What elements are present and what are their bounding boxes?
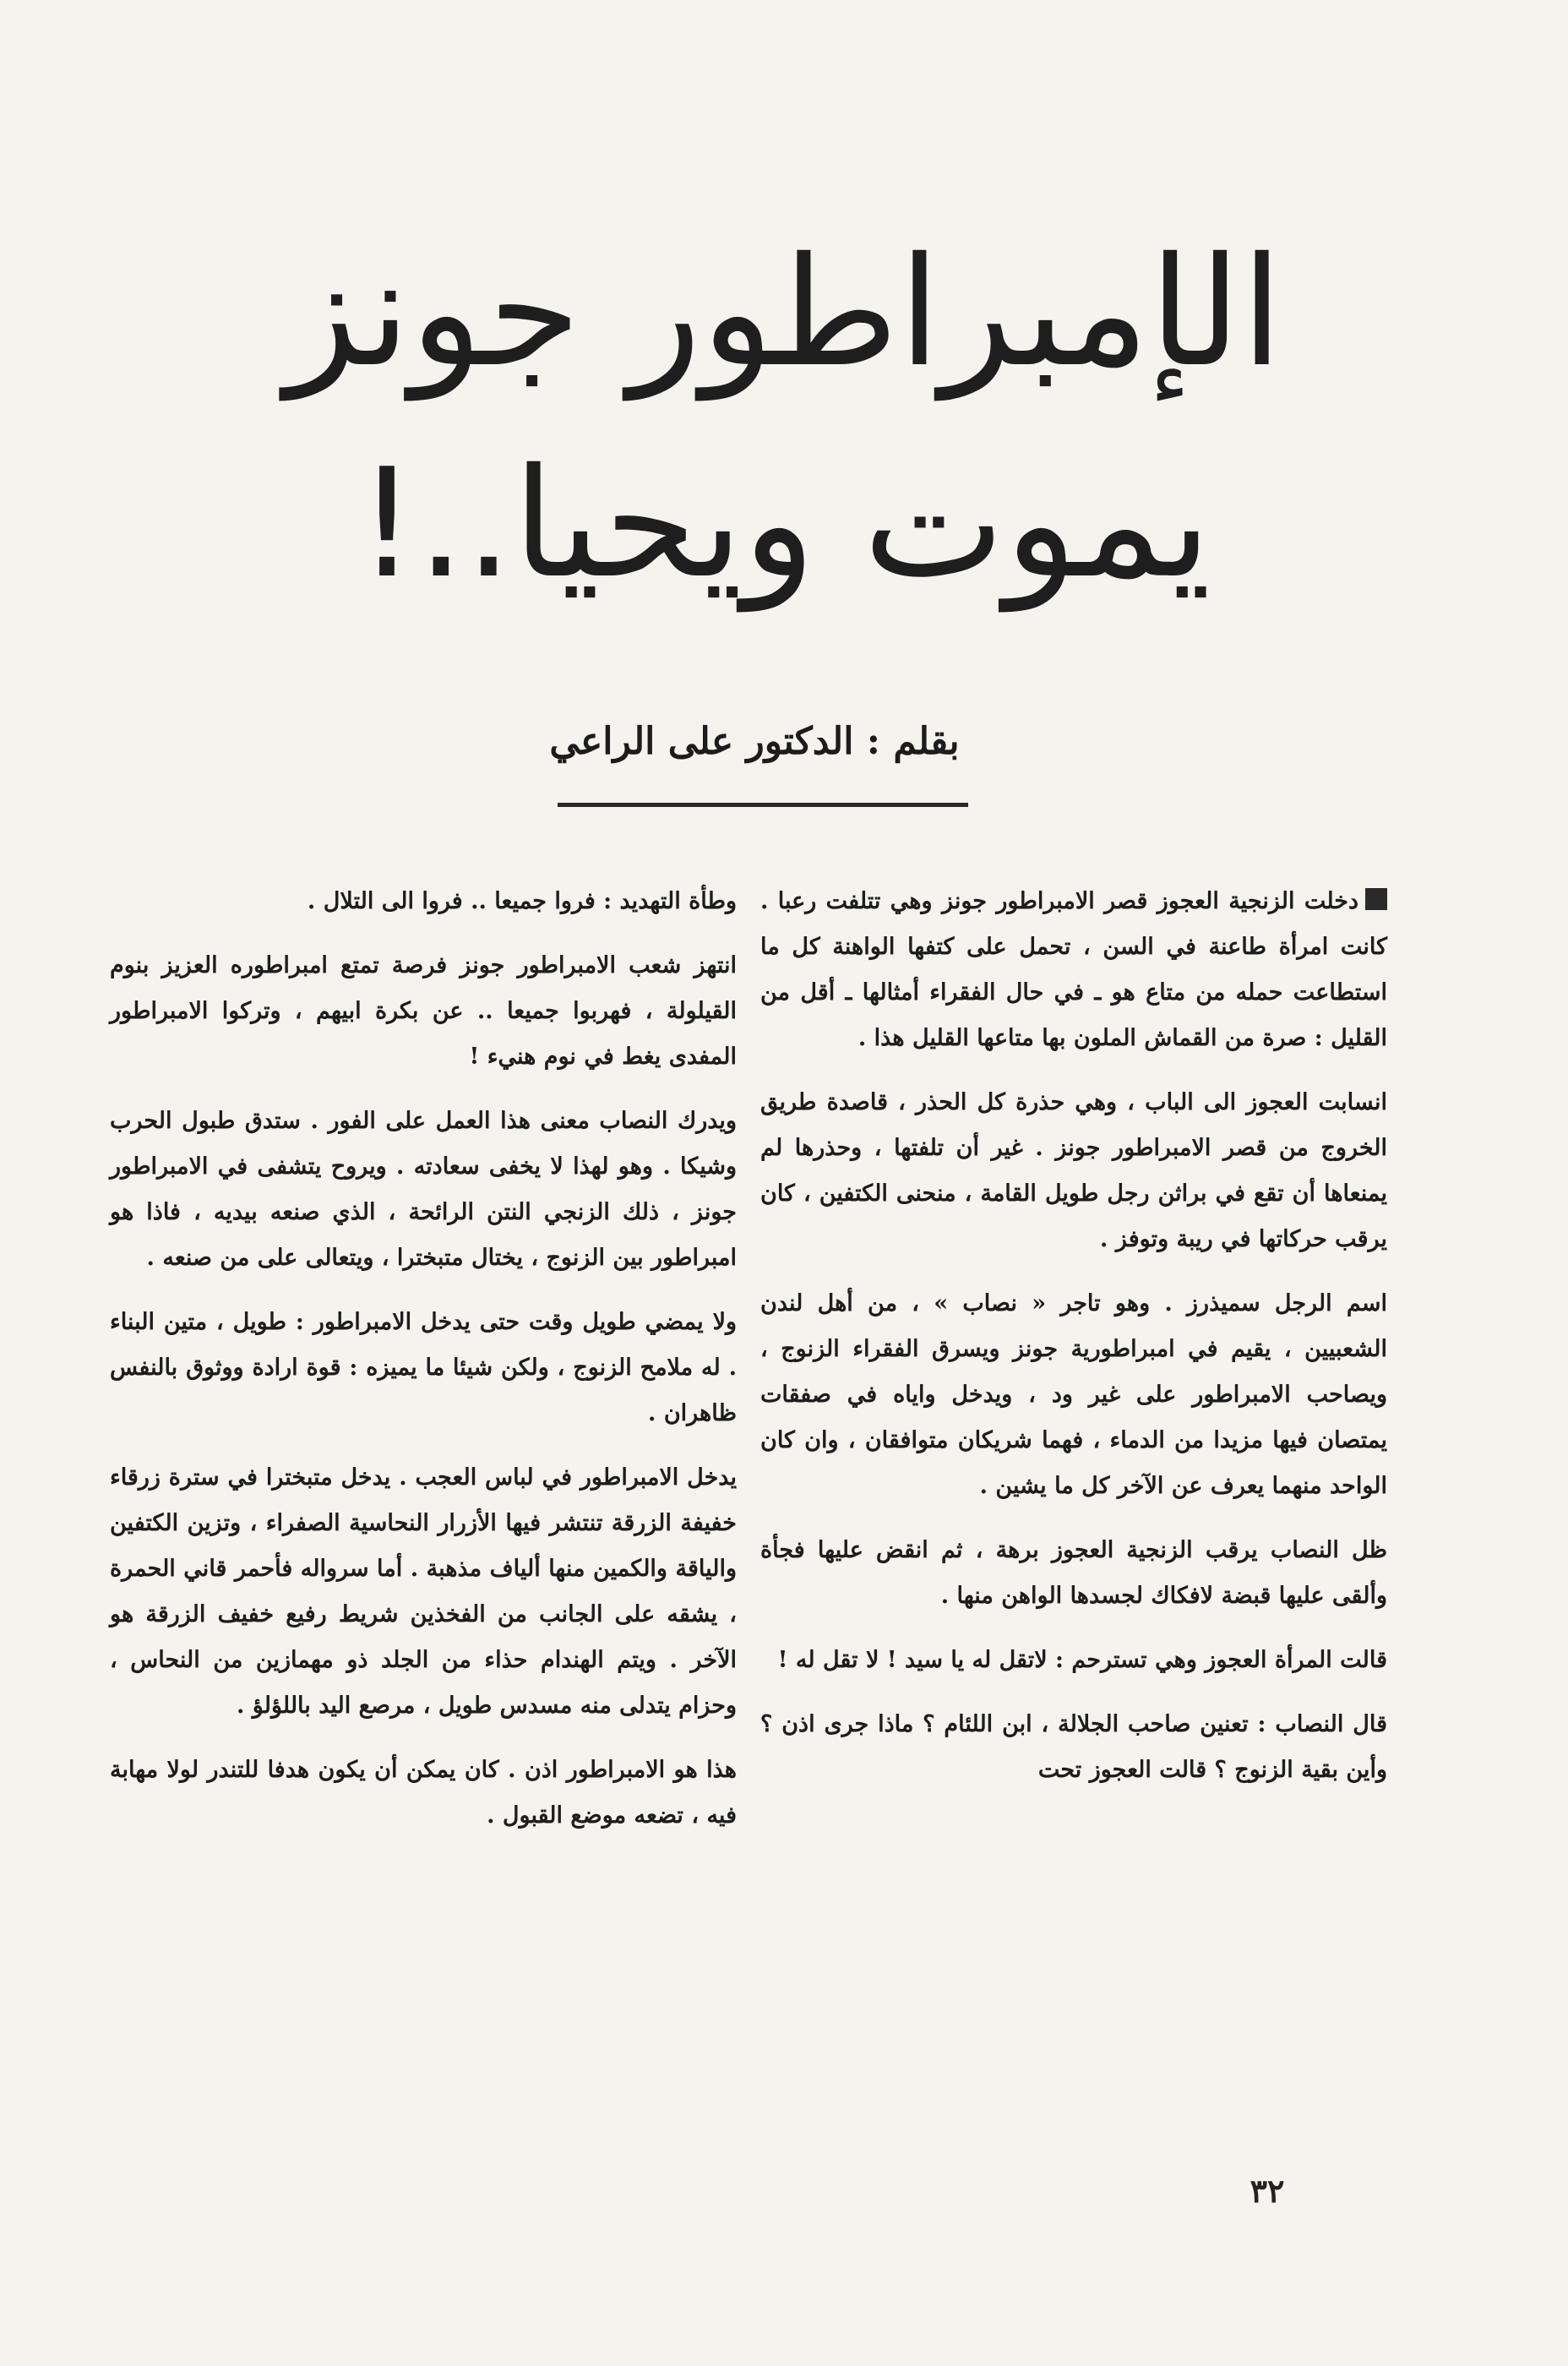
article-title-line-2: يموت ويحيا..!	[357, 436, 1211, 611]
paragraph: انتهز شعب الامبراطور جونز فرصة تمتع امبراطوره العزيز بنوم القيلولة ، فهربوا جميعا .. عن بكرة ابيهم ، وتركوا الامبراطور المفدى يغط في نوم هنيء !	[110, 952, 737, 1070]
paragraph	[760, 879, 1387, 1061]
paragraph: ظل النصاب يرقب الزنجية العجوز برهة ، ثم انقض عليها فجأة وألقى عليها قبضة لافكاك لجسدها الواهن منها .	[760, 1537, 1387, 1609]
article-column-left	[110, 879, 737, 1857]
paragraph: قالت المرأة العجوز وهي تسترحم : لاتقل له يا سيد ! لا تقل له !	[777, 1647, 1387, 1673]
paragraph: ويدرك النصاب معنى هذا العمل على الفور . ستدق طبول الحرب وشيكا . وهو لهذا لا يخفى سعادته . ويروح يتشفى في الامبراطور جونز ، ذلك الزنجي النتن الرائحة ، الذي صنعه بيديه ، فاذا هو امبراطور بين الزنوج ، يختال متبخترا ، ويتعالى على من صنعه .	[110, 1108, 737, 1271]
paragraph: قال النصاب : تعنين صاحب الجلالة ، ابن اللئام ؟ ماذا جرى اذن ؟ وأين بقية الزنوج ؟ قالت العجوز تحت	[760, 1711, 1387, 1783]
paragraph-text: دخلت الزنجية العجوز قصر الامبراطور جونز وهي تتلفت رعبا . كانت امرأة طاعنة في السن ، تحمل على كتفها الواهنة كل ما استطاعت حمله من متاع هو ـ في حال الفقراء أمثالها ـ أقل من القليل : صرة من القماش الملون بها متاعها القليل هذا .	[760, 888, 1387, 1051]
paragraph: وطأة التهديد : فروا جميعا .. فروا الى التلال .	[307, 888, 737, 914]
paragraph: انسابت العجوز الى الباب ، وهي حذرة كل الحذر ، قاصدة طريق الخروج من قصر الامبراطور جونز . غير أن تلفتها ، وحذرها لم يمنعاها أن تقع في براثن رجل طويل القامة ، منحنى الكتفين ، كان يرقب حركاتها في ريبة وتوفز .	[760, 1089, 1387, 1252]
paragraph: اسم الرجل سميذرز . وهو تاجر « نصاب » ، من أهل لندن الشعبيين ، يقيم في امبراطورية جونز ويسرق الفقراء الزنوج ، ويصاحب الامبراطور على غير ود ، ويدخل واياه في صفقات يمتصان فيها مزيدا من الدماء ، فهما شريكان متوافقان ، وان كان الواحد منهما يعرف عن الآخر كل ما يشين .	[760, 1290, 1387, 1499]
article-byline: بقلم : الدكتور على الراعي	[549, 720, 960, 763]
paragraph: يدخل الامبراطور في لباس العجب . يدخل متبخترا في سترة زرقاء خفيفة الزرقة تنتشر فيها الأزرار النحاسية الصفراء ، وتزين الكتفين والياقة والكمين منها ألياف مذهبة . أما سرواله فأحمر قاني الحمرة ، يشقه على الجانب من الفخذين شريط رفيع خفيف الزرقة هو الآخر . ويتم الهندام حذاء من الجلد ذو مهمازين من النحاس ، وحزام يتدلى منه مسدس طويل ، مرصع اليد باللؤلؤ .	[110, 1464, 737, 1719]
paragraph-start-square-icon	[1365, 888, 1387, 910]
paragraph: هذا هو الامبراطور اذن . كان يمكن أن يكون هدفا للتندر لولا مهابة فيه ، تضعه موضع القبول .	[110, 1757, 737, 1829]
article-column-right	[760, 879, 1387, 1812]
paragraph: ولا يمضي طويل وقت حتى يدخل الامبراطور : طويل ، متين البناء . له ملامح الزنوج ، ولكن شيئا ما يميزه : قوة ارادة ووثوق بالنفس ظاهران .	[110, 1309, 738, 1426]
byline-divider	[558, 803, 968, 807]
article-title-line-1: الإمبراطور جونز	[285, 225, 1283, 400]
page-number: ٣٢	[1250, 2172, 1285, 2210]
